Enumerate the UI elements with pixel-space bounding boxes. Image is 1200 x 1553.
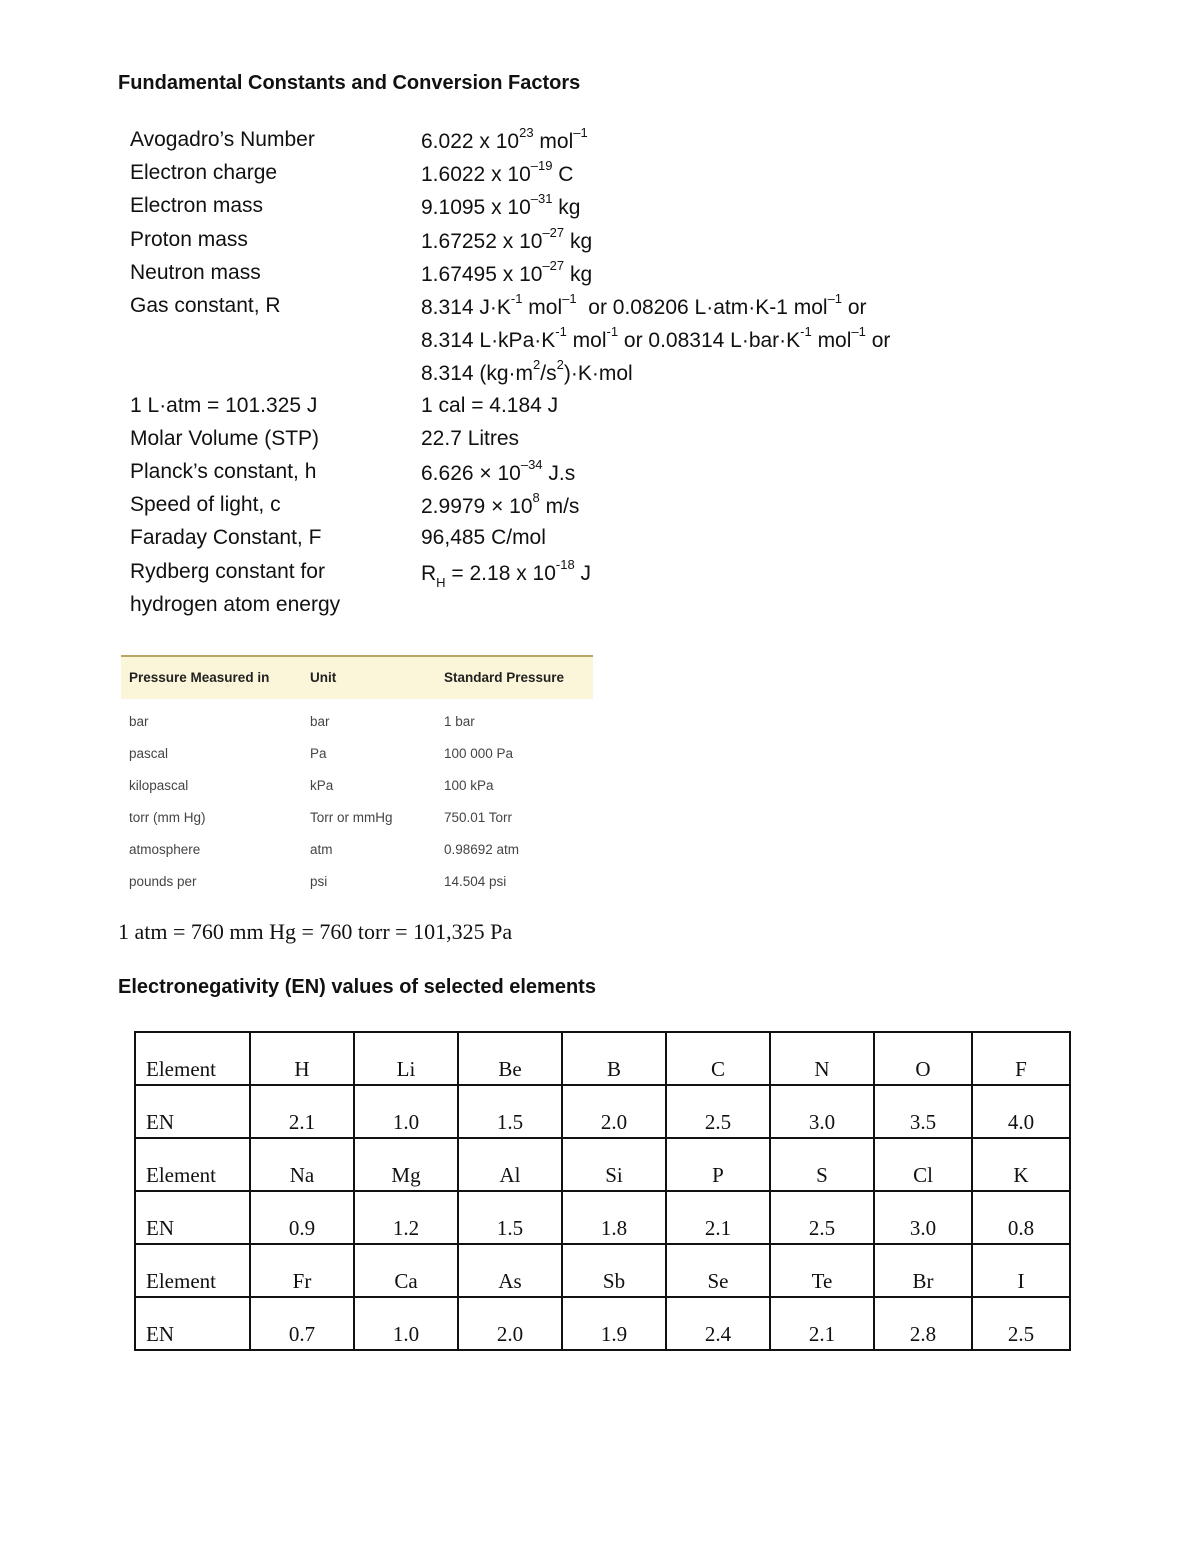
pressure-cell: psi — [310, 874, 328, 889]
constant-value-part: -1 — [555, 324, 567, 339]
constant-value-part: 8.314 L·kPa·K — [421, 329, 556, 352]
en-value-cell: 1.5 — [458, 1085, 562, 1138]
constant-label: Proton mass — [130, 228, 248, 251]
element-cell: Br — [874, 1244, 972, 1297]
constant-label: Electron charge — [130, 161, 278, 184]
en-value-cell: 1.8 — [562, 1191, 666, 1244]
constant-value-part: mol — [533, 130, 574, 153]
pressure-table — [121, 655, 593, 897]
pressure-cell: 100 kPa — [444, 778, 494, 793]
constant-value — [421, 225, 593, 254]
constant-row — [130, 593, 930, 626]
en-table-row — [135, 1138, 1070, 1191]
constant-value-part: –1 — [562, 291, 577, 306]
en-table-row — [135, 1244, 1070, 1297]
pressure-cell: Torr or mmHg — [310, 810, 393, 825]
constant-value-part: J — [574, 562, 592, 585]
constant-value-part: kg — [564, 230, 593, 253]
constant-value-part: –19 — [530, 158, 553, 173]
en-value-cell: 2.1 — [666, 1191, 770, 1244]
constant-value-part: 96,485 C/mol — [421, 526, 546, 549]
constant-value — [421, 457, 576, 486]
constant-value-part: R — [421, 562, 437, 585]
constant-row — [130, 125, 930, 161]
pressure-cell: pounds per — [129, 874, 197, 889]
constant-value-part: mol — [522, 296, 563, 319]
pressure-row — [121, 833, 593, 865]
en-value-cell: 4.0 — [972, 1085, 1070, 1138]
pressure-cell: 14.504 psi — [444, 874, 507, 889]
element-cell: O — [874, 1032, 972, 1085]
constant-value-part: 1 cal = 4.184 J — [421, 394, 559, 417]
pressure-row — [121, 769, 593, 801]
en-value-cell: 1.0 — [354, 1085, 458, 1138]
pressure-table-body — [121, 699, 593, 897]
en-value-cell: 1.5 — [458, 1191, 562, 1244]
en-value-cell: 2.0 — [458, 1297, 562, 1350]
en-value-cell: 2.5 — [770, 1191, 874, 1244]
en-table-row — [135, 1032, 1070, 1085]
en-value-cell: 0.9 — [250, 1191, 354, 1244]
constant-value-part: kg — [552, 196, 581, 219]
constant-label: Electron mass — [130, 194, 264, 217]
en-row-label: EN — [135, 1085, 250, 1138]
constant-value-part: mol — [566, 329, 607, 352]
constant-label: Gas constant, R — [130, 294, 281, 317]
en-value-cell: 2.1 — [250, 1085, 354, 1138]
constant-value-part: –1 — [851, 324, 866, 339]
element-cell: I — [972, 1244, 1070, 1297]
constant-row — [130, 557, 930, 593]
constant-value-part: –34 — [520, 457, 543, 472]
constant-value-part: 1.6022 x 10 — [421, 163, 531, 186]
en-table-row — [135, 1085, 1070, 1138]
constant-value-part: 8.314 J·K — [421, 296, 511, 319]
element-cell: C — [666, 1032, 770, 1085]
constant-value-part: –1 — [573, 125, 588, 140]
constant-value-part: 6.626 × 10 — [421, 462, 521, 485]
element-cell: Cl — [874, 1138, 972, 1191]
en-row-label: EN — [135, 1297, 250, 1350]
en-row-label: EN — [135, 1191, 250, 1244]
pressure-cell: Pa — [310, 746, 327, 761]
constant-value-part: 2 — [556, 357, 564, 372]
constant-value-part: H — [436, 575, 446, 591]
constant-row — [130, 158, 930, 194]
pressure-row — [121, 801, 593, 833]
constant-value — [421, 394, 558, 418]
constant-label: Faraday Constant, F — [130, 526, 322, 549]
constant-value-part: 23 — [519, 125, 534, 140]
en-value-cell: 3.0 — [770, 1085, 874, 1138]
pressure-row — [121, 865, 593, 897]
pressure-cell: torr (mm Hg) — [129, 810, 206, 825]
constant-row — [130, 457, 930, 493]
constant-label: 1 L·atm = 101.325 J — [130, 394, 318, 417]
constant-row — [130, 191, 930, 227]
en-value-cell: 0.7 — [250, 1297, 354, 1350]
constant-value — [421, 291, 867, 320]
element-cell: Sb — [562, 1244, 666, 1297]
constant-value-part: or — [842, 296, 867, 319]
pressure-cell: pascal — [129, 746, 169, 761]
constant-value-part: 1.67252 x 10 — [421, 230, 543, 253]
pressure-cell: atmosphere — [129, 842, 201, 857]
en-value-cell: 1.9 — [562, 1297, 666, 1350]
element-cell: H — [250, 1032, 354, 1085]
element-cell: Te — [770, 1244, 874, 1297]
pressure-table-header — [121, 655, 593, 699]
en-value-cell: 0.8 — [972, 1191, 1070, 1244]
constant-row — [130, 526, 930, 559]
constant-label: hydrogen atom energy — [130, 593, 341, 616]
en-value-cell: 2.5 — [972, 1297, 1070, 1350]
constant-value-part: –27 — [542, 258, 565, 273]
en-table-row — [135, 1297, 1070, 1350]
pressure-row — [121, 705, 593, 737]
pressure-cell: atm — [310, 842, 333, 857]
constant-value-part: C — [552, 163, 574, 186]
element-cell: Mg — [354, 1138, 458, 1191]
pressure-header-standard: Standard Pressure — [444, 670, 565, 685]
constant-row — [130, 490, 930, 526]
constant-value-part: /s — [540, 362, 557, 385]
en-value-cell: 2.0 — [562, 1085, 666, 1138]
en-value-cell: 2.5 — [666, 1085, 770, 1138]
element-cell: Na — [250, 1138, 354, 1191]
pressure-cell: bar — [129, 714, 149, 729]
constant-row — [130, 357, 930, 393]
constant-value-part: )·K·mol — [563, 362, 633, 385]
element-cell: Se — [666, 1244, 770, 1297]
constant-value-part: 22.7 Litres — [421, 427, 520, 450]
constant-value-part: or — [865, 329, 891, 352]
constant-label: Rydberg constant for — [130, 560, 325, 583]
pressure-cell: 750.01 Torr — [444, 810, 513, 825]
en-value-cell: 1.2 — [354, 1191, 458, 1244]
constant-value — [421, 490, 580, 519]
constant-value — [421, 526, 546, 550]
en-row-label: Element — [135, 1138, 250, 1191]
pressure-row — [121, 737, 593, 769]
constant-value-part: or 0.08314 L·bar·K — [618, 329, 801, 352]
constant-value — [421, 158, 574, 187]
constant-value — [421, 557, 592, 591]
pressure-cell: 1 bar — [444, 714, 475, 729]
constant-value-part: -18 — [555, 557, 575, 572]
element-cell: N — [770, 1032, 874, 1085]
constant-value-part: or 0.08206 L·atm·K-1 mol — [576, 296, 828, 319]
constant-value-part: –1 — [827, 291, 843, 306]
constant-value-part: -1 — [800, 324, 812, 339]
constant-row — [130, 291, 930, 327]
element-cell: Be — [458, 1032, 562, 1085]
constant-value-part: = 2.18 x 10 — [445, 562, 556, 585]
element-cell: Si — [562, 1138, 666, 1191]
constant-value-part: 2.9979 × 10 — [421, 495, 533, 518]
element-cell: P — [666, 1138, 770, 1191]
constant-value — [421, 258, 593, 287]
constant-label: Neutron mass — [130, 261, 261, 284]
constant-value — [421, 125, 588, 154]
en-value-cell: 3.0 — [874, 1191, 972, 1244]
atm-equation: 1 atm = 760 mm Hg = 760 torr = 101,325 Pa — [118, 919, 513, 944]
constant-value — [421, 357, 633, 386]
constant-label: Avogadro’s Number — [130, 128, 315, 151]
en-value-cell: 2.1 — [770, 1297, 874, 1350]
element-cell: K — [972, 1138, 1070, 1191]
constant-row — [130, 324, 930, 360]
constant-value-part: 1.67495 x 10 — [421, 263, 543, 286]
constant-label: Molar Volume (STP) — [130, 427, 320, 450]
en-row-label: Element — [135, 1244, 250, 1297]
element-cell: Al — [458, 1138, 562, 1191]
element-cell: Li — [354, 1032, 458, 1085]
pressure-cell: 0.98692 atm — [444, 842, 520, 857]
element-cell: S — [770, 1138, 874, 1191]
en-value-cell: 1.0 — [354, 1297, 458, 1350]
constant-value-part: m/s — [539, 495, 580, 518]
element-cell: Ca — [354, 1244, 458, 1297]
constant-value-part: 8.314 (kg·m — [421, 362, 534, 385]
element-cell: F — [972, 1032, 1070, 1085]
electronegativity-table — [134, 1031, 1071, 1351]
constant-row — [130, 427, 930, 460]
pressure-cell: kPa — [310, 778, 334, 793]
constant-row — [130, 258, 930, 294]
constant-row — [130, 394, 930, 427]
constant-value-part: –27 — [542, 225, 565, 240]
pressure-cell: 100 000 Pa — [444, 746, 514, 761]
constant-value-part: 8 — [532, 490, 540, 505]
en-row-label: Element — [135, 1032, 250, 1085]
en-value-cell: 3.5 — [874, 1085, 972, 1138]
constant-value-part: J.s — [542, 462, 576, 485]
pressure-header-unit: Unit — [310, 670, 337, 685]
constant-value-part: -1 — [510, 291, 523, 306]
constant-label: Speed of light, c — [130, 493, 281, 516]
constant-row — [130, 225, 930, 261]
constant-value-part: 6.022 x 10 — [421, 130, 520, 153]
constant-label: Planck’s constant, h — [130, 460, 317, 483]
constant-value-part: 9.1095 x 10 — [421, 196, 531, 219]
pressure-header-measured: Pressure Measured in — [129, 670, 270, 685]
en-value-cell: 2.4 — [666, 1297, 770, 1350]
en-section-title: Electronegativity (EN) values of selected elements — [118, 976, 596, 998]
constant-value — [421, 324, 891, 353]
pressure-cell: kilopascal — [129, 778, 189, 793]
constant-value-part: 2 — [533, 357, 541, 372]
element-cell: B — [562, 1032, 666, 1085]
constant-value-part: kg — [564, 263, 593, 286]
en-value-cell: 2.8 — [874, 1297, 972, 1350]
constant-value-part: -1 — [606, 324, 619, 339]
page-title: Fundamental Constants and Conversion Factors — [118, 72, 581, 94]
constant-value — [421, 191, 581, 220]
en-table-row — [135, 1191, 1070, 1244]
pressure-cell: bar — [310, 714, 330, 729]
element-cell: Fr — [250, 1244, 354, 1297]
constant-value-part: –31 — [530, 191, 553, 206]
element-cell: As — [458, 1244, 562, 1297]
constant-value — [421, 427, 519, 451]
constant-value-part: mol — [811, 329, 852, 352]
